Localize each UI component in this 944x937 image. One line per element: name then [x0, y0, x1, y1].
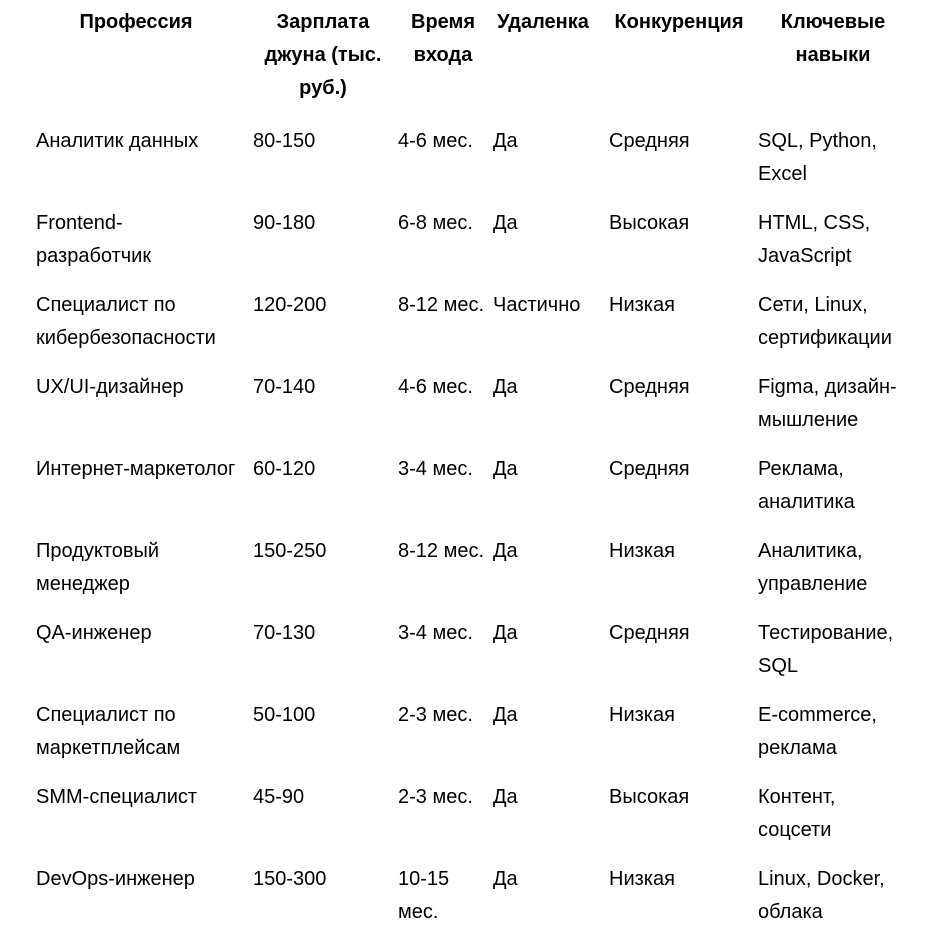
cell-value: 50-100 [253, 704, 316, 726]
cell-salary [250, 855, 396, 937]
column-header-entry_time [396, 6, 491, 117]
cell-value: DevOps-инженер [36, 868, 195, 890]
cell-value: 8-12 мес. [398, 294, 485, 316]
cell-entry_time [396, 773, 491, 855]
column-header-profession [28, 6, 250, 117]
cell-value: Низкая [609, 294, 675, 316]
cell-salary [250, 199, 396, 281]
cell-skills [757, 199, 940, 281]
cell-competition [608, 445, 757, 527]
cell-competition [608, 117, 757, 199]
cell-value: Низкая [609, 540, 675, 562]
cell-salary [250, 363, 396, 445]
cell-remote [491, 199, 608, 281]
cell-value: 6-8 мес. [398, 212, 473, 234]
cell-value: Низкая [609, 704, 675, 726]
table-row [28, 199, 940, 281]
cell-profession [28, 773, 250, 855]
cell-entry_time [396, 855, 491, 937]
cell-competition [608, 527, 757, 609]
cell-value: Да [493, 786, 518, 808]
column-header-label: Профессия [79, 11, 193, 33]
cell-entry_time [396, 117, 491, 199]
cell-value: Средняя [609, 130, 690, 152]
table-row [28, 855, 940, 937]
cell-value: 10-15 мес. [398, 868, 450, 923]
cell-skills [757, 691, 940, 773]
cell-value: Да [493, 130, 518, 152]
column-header-competition [608, 6, 757, 117]
cell-value: SQL, Python, Excel [758, 130, 877, 185]
cell-skills [757, 445, 940, 527]
cell-value: UX/UI-дизайнер [36, 376, 184, 398]
cell-salary [250, 691, 396, 773]
cell-profession [28, 527, 250, 609]
cell-entry_time [396, 527, 491, 609]
cell-value: QA-инженер [36, 622, 152, 644]
cell-value: Реклама, аналитика [758, 458, 855, 513]
table-body [28, 117, 940, 937]
cell-value: Высокая [609, 212, 690, 234]
cell-competition [608, 609, 757, 691]
cell-remote [491, 609, 608, 691]
table-row [28, 773, 940, 855]
cell-skills [757, 363, 940, 445]
cell-value: Figma, дизайн-мышление [758, 376, 897, 431]
cell-profession [28, 609, 250, 691]
cell-salary [250, 773, 396, 855]
cell-value: 120-200 [253, 294, 327, 316]
cell-profession [28, 363, 250, 445]
cell-value: Высокая [609, 786, 690, 808]
column-header-salary [250, 6, 396, 117]
cell-value: E-commerce, реклама [758, 704, 877, 759]
cell-entry_time [396, 691, 491, 773]
cell-value: 8-12 мес. [398, 540, 485, 562]
cell-value: Специалист по маркетплейсам [36, 704, 181, 759]
cell-remote [491, 363, 608, 445]
cell-salary [250, 609, 396, 691]
cell-value: Linux, Docker, облака [758, 868, 885, 923]
cell-value: 2-3 мес. [398, 786, 473, 808]
table-row [28, 609, 940, 691]
cell-competition [608, 363, 757, 445]
cell-value: SMM-специалист [36, 786, 198, 808]
cell-remote [491, 117, 608, 199]
cell-salary [250, 117, 396, 199]
cell-value: Да [493, 868, 518, 890]
table-row [28, 117, 940, 199]
cell-value: 150-250 [253, 540, 327, 562]
cell-entry_time [396, 281, 491, 363]
cell-value: Да [493, 622, 518, 644]
cell-competition [608, 281, 757, 363]
cell-value: Да [493, 212, 518, 234]
cell-entry_time [396, 199, 491, 281]
cell-skills [757, 117, 940, 199]
cell-competition [608, 691, 757, 773]
cell-salary [250, 445, 396, 527]
cell-value: HTML, CSS, JavaScript [758, 212, 871, 267]
cell-competition [608, 773, 757, 855]
cell-value: Frontend-разработчик [36, 212, 152, 267]
cell-value: Да [493, 540, 518, 562]
column-header-label: Конкуренция [614, 11, 744, 33]
cell-value: Средняя [609, 458, 690, 480]
cell-profession [28, 199, 250, 281]
cell-value: Продуктовый менеджер [36, 540, 160, 595]
cell-competition [608, 855, 757, 937]
cell-competition [608, 199, 757, 281]
cell-skills [757, 281, 940, 363]
cell-salary [250, 281, 396, 363]
cell-value: Аналитика, управление [758, 540, 868, 595]
cell-value: Низкая [609, 868, 675, 890]
professions-table [28, 6, 940, 937]
cell-remote [491, 855, 608, 937]
cell-value: Да [493, 704, 518, 726]
cell-value: Средняя [609, 622, 690, 644]
cell-value: 45-90 [253, 786, 305, 808]
cell-skills [757, 855, 940, 937]
cell-value: 150-300 [253, 868, 327, 890]
cell-skills [757, 527, 940, 609]
cell-value: Да [493, 376, 518, 398]
cell-value: 70-130 [253, 622, 316, 644]
column-header-skills [757, 6, 940, 117]
cell-value: Средняя [609, 376, 690, 398]
cell-remote [491, 691, 608, 773]
cell-value: 70-140 [253, 376, 316, 398]
cell-profession [28, 281, 250, 363]
cell-remote [491, 281, 608, 363]
table-row [28, 691, 940, 773]
cell-value: 3-4 мес. [398, 622, 473, 644]
table-row [28, 527, 940, 609]
column-header-label: Удаленка [497, 11, 589, 33]
cell-value: 4-6 мес. [398, 130, 473, 152]
column-header-label: Зарплата джуна (тыс. руб.) [264, 11, 382, 99]
cell-remote [491, 527, 608, 609]
cell-salary [250, 527, 396, 609]
cell-value: 90-180 [253, 212, 316, 234]
cell-value: 4-6 мес. [398, 376, 473, 398]
cell-value: Сети, Linux, сертификации [758, 294, 892, 349]
cell-value: Аналитик данных [36, 130, 199, 152]
cell-entry_time [396, 445, 491, 527]
cell-value: Тестирование, SQL [758, 622, 894, 677]
cell-value: 60-120 [253, 458, 316, 480]
cell-value: Частично [493, 294, 581, 316]
cell-value: Да [493, 458, 518, 480]
cell-profession [28, 117, 250, 199]
cell-profession [28, 445, 250, 527]
cell-value: 80-150 [253, 130, 316, 152]
table-header [28, 6, 940, 117]
table-row [28, 363, 940, 445]
column-header-remote [491, 6, 608, 117]
cell-value: 2-3 мес. [398, 704, 473, 726]
cell-value: Специалист по кибербезопасности [36, 294, 216, 349]
column-header-label: Ключевые навыки [780, 11, 886, 66]
cell-value: Интернет-маркетолог [36, 458, 236, 480]
cell-value: Контент, соцсети [758, 786, 836, 841]
cell-profession [28, 691, 250, 773]
cell-skills [757, 609, 940, 691]
cell-entry_time [396, 363, 491, 445]
cell-remote [491, 773, 608, 855]
cell-value: 3-4 мес. [398, 458, 473, 480]
table-row [28, 445, 940, 527]
table-row [28, 281, 940, 363]
column-header-label: Время входа [411, 11, 475, 66]
header-row [28, 6, 940, 117]
cell-entry_time [396, 609, 491, 691]
cell-remote [491, 445, 608, 527]
cell-skills [757, 773, 940, 855]
cell-profession [28, 855, 250, 937]
